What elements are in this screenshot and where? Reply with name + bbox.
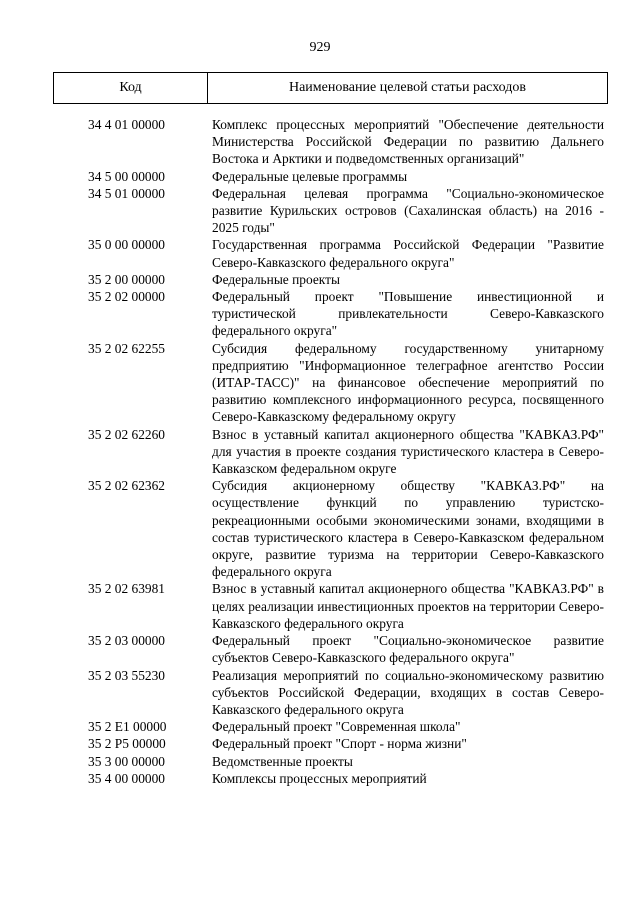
row-code: 35 2 02 00000	[88, 289, 165, 305]
row-name: Федеральный проект "Социально-экономическое развитие субъектов Северо-Кавказского федерального округа"	[212, 633, 604, 666]
table-row	[0, 185, 640, 237]
row-name: Государственная программа Российской Федерации "Развитие Северо-Кавказского федерального округа"	[212, 237, 604, 270]
budget-items-list	[0, 116, 640, 787]
row-name: Субсидия федеральному государственному унитарному предприятию "Информационное телеграфное агентство России (ИТАР-ТАСС)" на финансовое обеспечение мероприятий по развитию комплексного информационного ресурса, посвященного Северо-Кавказскому федеральному округу	[212, 340, 604, 425]
table-row	[0, 580, 640, 632]
row-name: Федеральный проект "Современная школа"	[212, 719, 461, 735]
row-name: Федеральные целевые программы	[212, 168, 408, 184]
row-code: 35 2 02 62255	[88, 340, 165, 356]
row-code: 35 2 P5 00000	[88, 736, 166, 752]
row-code: 35 2 00 00000	[88, 271, 165, 287]
row-code: 34 4 01 00000	[88, 117, 165, 132]
name-column-header: Наименование целевой статьи расходов	[288, 80, 527, 95]
table-row	[0, 477, 640, 580]
row-name: Федеральный проект "Спорт - норма жизни"	[212, 736, 467, 752]
table-row	[0, 770, 640, 787]
row-code: 35 3 00 00000	[88, 753, 165, 769]
row-name: Взнос в уставный капитал акционерного общества "КАВКАЗ.РФ" для участия в проекте создания туристического кластера в Северо-Кавказском федеральном округе	[212, 426, 604, 477]
code-column-header: Код	[54, 73, 208, 103]
table-row	[0, 426, 640, 478]
row-code: 35 4 00 00000	[88, 770, 165, 786]
table-row	[0, 168, 640, 185]
row-name: Реализация мероприятий по социально-экономическому развитию субъектов Российской Федерации, входящих в состав Северо-Кавказского федерального округа	[212, 667, 604, 717]
table-row	[0, 632, 640, 666]
table-row	[0, 735, 640, 752]
row-code: 35 2 03 00000	[88, 633, 165, 649]
table-row	[0, 288, 640, 340]
row-name: Федеральная целевая программа "Социально-экономическое развитие Курильских островов (Сахалинская область) на 2016 - 2025 годы"	[212, 185, 604, 236]
row-code: 34 5 00 00000	[88, 168, 165, 184]
row-code: 35 0 00 00000	[88, 237, 165, 253]
row-code: 35 2 02 63981	[88, 581, 165, 597]
row-name: Комплексы процессных мероприятий	[212, 770, 427, 786]
row-code: 35 2 02 62260	[88, 426, 165, 442]
row-name: Ведомственные проекты	[212, 753, 353, 769]
table-header	[53, 72, 608, 104]
row-code: 34 5 01 00000	[88, 185, 165, 201]
table-row	[0, 718, 640, 735]
row-code: 35 2 E1 00000	[88, 719, 167, 735]
table-row	[0, 340, 640, 426]
row-name: Субсидия акционерному обществу "КАВКАЗ.РФ" на осуществление функций по управлению туристско-рекреационными особыми экономическими зонами, входящими в состав туристического кластера в Северо-Кавказском федеральном округе, развитие туризма на территории Северо-Кавказского федерального округа	[212, 478, 604, 580]
row-name: Федеральные проекты	[212, 271, 340, 287]
table-row	[0, 116, 640, 168]
table-row	[0, 236, 640, 270]
table-row	[0, 667, 640, 719]
table-row	[0, 753, 640, 770]
row-name: Федеральный проект "Повышение инвестиционной и туристической привлекательности Северо-Кавказского федерального округа"	[212, 289, 604, 339]
row-code: 35 2 03 55230	[88, 667, 165, 683]
table-row	[0, 271, 640, 288]
row-name: Комплекс процессных мероприятий "Обеспечение деятельности Министерства Российской Федерации по развитию Дальнего Востока и Арктики и подведомственных организаций"	[212, 117, 604, 167]
page-number: 929	[309, 40, 331, 55]
row-name: Взнос в уставный капитал акционерного общества "КАВКАЗ.РФ" в целях реализации инвестиционных проектов на территории Северо-Кавказского федерального округа	[212, 581, 604, 631]
row-code: 35 2 02 62362	[88, 478, 165, 494]
